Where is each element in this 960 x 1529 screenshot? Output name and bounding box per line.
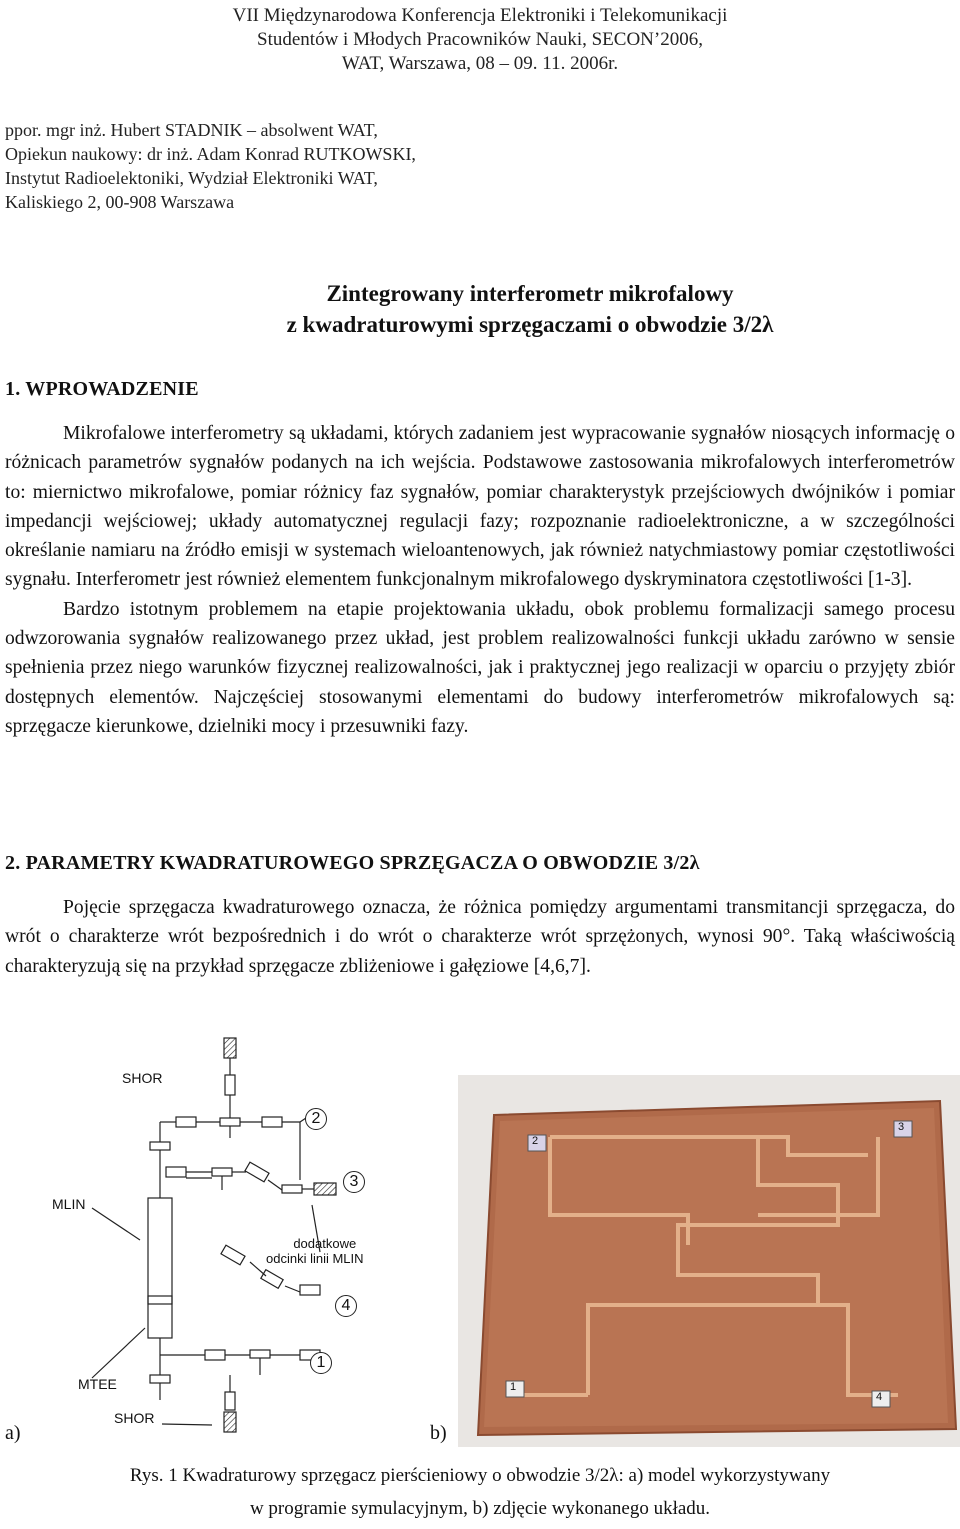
section-1-body [5, 419, 955, 741]
mlin-label: MLIN [52, 1196, 86, 1212]
section-1-paragraph-2: Bardzo istotnym problemem na etapie projektowania układu, obok problemu formalizacji samego procesu odwzorowania sygnałów realizowanego przez układ, jest problem realizowalności funkcji układu zarówno w sensie spełnienia przez niego warunków fizycznej realizowalności, jak i praktycznej jego realizacji w oparciu o przyjęty zbiór dostępnych elementów. Najczęściej stosowanymi elementami do budowy interferometrów mikrofalowych są: sprzęgacze kierunkowe, dzielniki mocy i przesuwniki fazy. [5, 598, 955, 737]
supervisor-line: Opiekun naukowy: dr inż. Adam Konrad RUTKOWSKI, [5, 144, 416, 164]
port-4-marker: 4 [335, 1295, 357, 1317]
section-2-paragraph-1: Pojęcie sprzęgacza kwadraturowego oznacza, że różnica pomiędzy argumentami transmitancji sprzęgacza, do wrót o charakterze wrót bezpośrednich i do wrót o charakterze wrót sprzężonych, wynosi 90°. Taką właściwością charakteryzują się na przykład sprzęgacze zbliżeniowe i gałęziowe [4,6,7]. [5, 897, 955, 977]
section-2-body [5, 893, 955, 981]
paper-title [150, 278, 910, 340]
additional-lines-note [266, 1236, 364, 1266]
port-2-marker: 2 [305, 1108, 327, 1130]
address-line: Kaliskiego 2, 00-908 Warszawa [5, 192, 235, 212]
shor-top-symbol [224, 1038, 236, 1058]
subfigure-b-label: b) [430, 1422, 447, 1444]
note-line-1: dodatkowe [293, 1236, 357, 1251]
pcb-port-3-tag: 3 [898, 1121, 905, 1133]
shor-bottom-symbol [224, 1412, 236, 1432]
subfigure-a-label: a) [5, 1422, 21, 1444]
institute-line: Instytut Radioelektoniki, Wydział Elektroniki WAT, [5, 168, 378, 188]
pcb-port-4-tag: 4 [876, 1391, 883, 1403]
shor-bottom-label: SHOR [114, 1410, 155, 1426]
title-line-2: z kwadraturowymi sprzęgaczami o obwodzie 3/2λ [286, 312, 774, 337]
caption-line-2: w programie symulacyjnym, b) zdjęcie wykonanego układu. [249, 1498, 711, 1519]
note-line-2: odcinki linii MLIN [266, 1251, 364, 1266]
pcb-port-2-tag: 2 [532, 1135, 539, 1147]
section-1-heading: 1. WPROWADZENIE [5, 378, 199, 400]
header-line-3: WAT, Warszawa, 08 – 09. 11. 2006r. [341, 53, 619, 74]
caption-line-1: Rys. 1 Kwadraturowy sprzęgacz pierścieniowy o obwodzie 3/2λ: a) model wykorzystywany [129, 1465, 831, 1486]
shor-top-label: SHOR [122, 1070, 163, 1086]
port-1-marker: 1 [310, 1352, 332, 1374]
author-affiliation [5, 118, 416, 214]
title-line-1: Zintegrowany interferometr mikrofalowy [326, 281, 734, 306]
pcb-port-1-tag: 1 [510, 1381, 517, 1393]
author-line: ppor. mgr inż. Hubert STADNIK – absolwent WAT, [5, 120, 378, 140]
mlin-line-symbol [148, 1198, 172, 1338]
mtee-label: MTEE [78, 1376, 117, 1392]
pcb-photo-drawing [458, 1075, 960, 1447]
port-3-marker: 3 [343, 1171, 365, 1193]
figure-schematic [0, 1030, 420, 1450]
header-line-1: VII Międzynarodowa Konferencja Elektroniki i Telekomunikacji [232, 5, 728, 26]
section-1-paragraph-1: Mikrofalowe interferometry są układami, których zadaniem jest wypracowanie sygnałów niosących informację o różnicach parametrów sygnałów podanych na ich wejścia. Podstawowe zastosowania mikrofalowych interferometrów to: miernictwo mikrofalowe, pomiar różnicy faz sygnałów, pomiar charakterystyk przejściowych dwójników i pomiar impedancji wejściowej; układy automatycznej regulacji fazy; rozpoznanie radioelektroniczne, a w szczególności określanie namiaru na źródło emisji w systemach wieloantenowych, jak również natychmiastowy pomiar częstotliwości sygnału. Interferometr jest również elementem funkcjonalnym mikrofalowego dyskryminatora częstotliwości [1-3]. [5, 423, 955, 591]
pcb-photo [458, 1075, 960, 1447]
section-2-heading: 2. PARAMETRY KWADRATUROWEGO SPRZĘGACZA O OBWODZIE 3/2λ [5, 852, 700, 874]
header-line-2: Studentów i Młodych Pracowników Nauki, SECON’2006, [257, 29, 703, 50]
mtee-symbol [148, 1296, 172, 1304]
figure-caption [0, 1459, 960, 1525]
conference-header [90, 4, 870, 76]
